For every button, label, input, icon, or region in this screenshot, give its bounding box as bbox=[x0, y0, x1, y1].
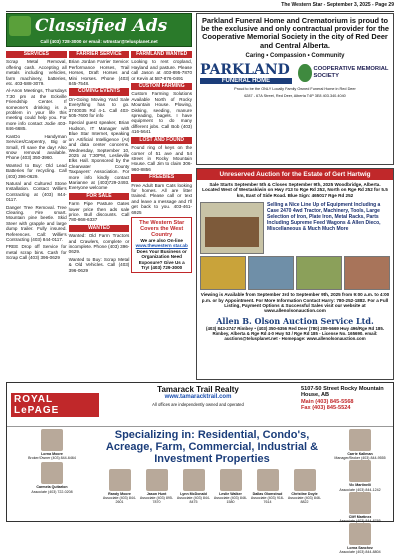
agent-role: Broker/Owner (403) 844-6464 bbox=[28, 456, 76, 461]
classified-ad: Custom Farming Solutions Available North of Rocky Mountain House. Plowing, Disking, seeding, manure spreading, bagels. I have equipment to do many different jobs. Call Bob (403) 416-5641 bbox=[131, 91, 193, 135]
classified-title: Classified Ads bbox=[35, 16, 168, 36]
western-box-title: The Western Star Covers the West Country bbox=[139, 219, 185, 238]
section-heading: FARMLAND WANTED bbox=[131, 51, 192, 58]
section-heading: LOST AND FOUND bbox=[131, 137, 192, 144]
agent-card bbox=[286, 469, 323, 505]
auction-photos bbox=[197, 256, 393, 290]
office-main-phone: Main (403) 845-5568 bbox=[301, 398, 354, 405]
royal-lepage-logo bbox=[7, 383, 99, 426]
classified-ad: Natural and Cultured Stone Installation. Contact Willie's Contracting at (403) 844-0117. bbox=[6, 180, 67, 203]
agent-role: Associate (403) 846-8822 bbox=[287, 496, 322, 505]
agent-card bbox=[212, 469, 249, 505]
classified-ad: Farm Pipe Pasture Gates lower price then ads sale price. Bull discounts. Call 780-868-6337 bbox=[68, 201, 130, 223]
classified-ad: Wanted to Buy: Old Lead Batteries for recycling. Call (403) 396-0629. bbox=[6, 162, 67, 179]
agent-name: Randy Moore bbox=[108, 492, 131, 496]
section-heading: CUSTOM FARMING bbox=[131, 83, 192, 90]
coop-memorial-logo bbox=[298, 64, 390, 82]
agent-role: Associate (403) 895-7870 bbox=[139, 496, 174, 505]
western-star-box bbox=[131, 217, 192, 273]
independent-note: All offices are independently owned and operated bbox=[152, 402, 244, 407]
agent-photo bbox=[220, 469, 242, 491]
classified-contact: Call (403) 728-3000 or email: wtmstar@telusplanet.net bbox=[40, 39, 158, 44]
western-box-link[interactable]: www.thewestern star.ab bbox=[135, 243, 188, 249]
agent-name: Cliff Martinez bbox=[348, 514, 372, 519]
auction-heading: Unreserved Auction for the Estate of Gert Hartwig bbox=[197, 169, 393, 180]
machinery-photo bbox=[248, 256, 294, 290]
agent-name: Dallas Glomstrud bbox=[252, 492, 283, 496]
agents-right bbox=[327, 427, 393, 555]
classified-ad: FREE Drop off Service for metal scrap bins. Cash for Scrap Call (403) 396-0629 bbox=[6, 244, 67, 261]
agent-role: Associate (403) 844-8804 bbox=[339, 550, 381, 555]
parkland-logo-sub: FUNERAL HOME bbox=[200, 78, 292, 84]
page-header: The Western Star - September 3, 2025 - Page 29 bbox=[6, 2, 394, 12]
section-heading: WANTED bbox=[69, 225, 130, 232]
coop-logo-text: COOPERATIVE MEMORIAL SOCIETY bbox=[313, 66, 389, 79]
house-photo bbox=[200, 202, 264, 254]
parkland-logo-name: PARKLAND bbox=[200, 61, 290, 78]
section-heading: COMING EVENTS bbox=[69, 88, 130, 95]
agent-photo bbox=[109, 469, 131, 491]
agent-role: Associate (403) 844-8765 bbox=[339, 519, 381, 524]
western-box-promo: Does Your Business or Organization Need Exposure? Give Us a Try! (403) 729-3000 bbox=[136, 248, 187, 270]
classified-ad: Wanted to Buy: Scrap Metal & Old Vehicles. Call (403) 396-0629 bbox=[68, 256, 130, 273]
classified-ad: KanDo Handyman Services/Carpentry, Big or Small, I'll save the day! Also snow removal available. Phone (403) 350-3960. bbox=[6, 133, 67, 161]
agent-name: Vic Martinelli bbox=[348, 483, 372, 488]
agent-role: Associate (403) 844-8475 bbox=[176, 496, 211, 505]
western-box-online: We are also On-line bbox=[140, 237, 183, 243]
agent-name: Lorna Sanchez bbox=[347, 546, 373, 551]
classified-column-2 bbox=[69, 49, 130, 275]
agent-role: Associate (403) 844-1242 bbox=[339, 487, 381, 492]
parkland-tagline: Caring • Compassion • Community bbox=[245, 52, 345, 59]
agent-name: Leslie Walker bbox=[219, 492, 242, 496]
agent-card bbox=[329, 492, 391, 523]
classified-ad: Free Adult Barn Cats looking for homes. All are litter trained. Please call or text and leave a message and I'll get back to you. 403-461-6925 bbox=[131, 182, 193, 215]
classified-ad: Brian Jordan Farrier Service: Performance Horses, Trail Horses, Draft Horses and Mini Horses. Phone (403) 845-7548. bbox=[68, 59, 130, 87]
parkland-address: 6287 - 67A Street, Red Deer, Alberta T4P 3E8 403.340.4040 bbox=[244, 94, 346, 99]
specializing-text: Specializing in: Residential, Condo's, Acreage, Farm, Commercial, Industrial & Investment Properties bbox=[105, 429, 319, 465]
classified-ad: On-Going Moving Yard Sale Everything has to go. 3740035 Rd 4-1. Call 403-505-7600 for info bbox=[68, 96, 130, 119]
wagon-photo bbox=[344, 256, 390, 290]
auction-intro: Sale Starts September 5th & Closes September 9th, 2025 Woodbridge, Alberta. Located West of Westaskiwin on Hwy #13 to Rge Rd 252, North on Rge Rd 252 for 5.5 km, East of Side Road. Blue Sign: 465017 Rge Rd 252 bbox=[202, 182, 388, 198]
auction-ad bbox=[196, 168, 394, 380]
auction-list: Selling a Nice Line Up of Equipment Including a Case 2470 4wd Tractor, Machinery, Tools, Large Selection of Iron, Plate Iron, Metal Racks, Parts Including Supreme Feed Wagons & Allen Dieco, Miscellaneous & Much Much More bbox=[267, 202, 381, 233]
classified-ad: Wanted: Old Farm Tractors and Crawlers, complete or incomplete. Phone (403) 396-0629. bbox=[68, 233, 130, 255]
tree-icon bbox=[298, 64, 312, 82]
classified-ad: Found ring of keys on the corner of 51 ave and 54 street in Rocky Mountain House. Call Jim to claim 306-960-8856 bbox=[131, 145, 193, 172]
section-heading: FARRIER SERVICE bbox=[69, 51, 130, 58]
section-heading: SERVICES bbox=[6, 51, 67, 58]
agent-name: Christine Doyle bbox=[291, 492, 318, 496]
agent-photo bbox=[41, 429, 63, 451]
agent-card bbox=[249, 469, 286, 505]
agents-middle bbox=[101, 469, 323, 505]
agent-photo bbox=[349, 523, 371, 545]
office-name: Tamarack Trail Realty bbox=[157, 385, 239, 394]
agent-photo bbox=[257, 469, 279, 491]
agent-card bbox=[329, 523, 391, 554]
agent-name: Lorna Moore bbox=[41, 452, 63, 456]
agent-photo bbox=[349, 460, 371, 482]
agent-photo bbox=[41, 462, 63, 484]
section-heading: FREEBIES bbox=[131, 174, 192, 181]
classified-ad: Looking to rent cropland, Hayland and pasture. Please call Jason at 403-895-7870 or Kevin at 587-876-0491 bbox=[131, 59, 193, 81]
classified-ad: Scrap Metal Removal, offering cash. Accepting all metals including vehicles, farm machinery, batteries, etc. 403-588-3079. bbox=[6, 59, 67, 87]
agent-card bbox=[9, 462, 95, 493]
agent-card bbox=[175, 469, 212, 505]
classified-ad: Danger Tree Removal. Tree Clearing. Fire smart. Mountain pine beetle. Skid Steer with grapple and large dump trailer. Fully insured. References. Call: Willie's Contracting (403) 844-0117. bbox=[6, 204, 67, 242]
agents-left bbox=[7, 427, 97, 521]
grass-logo-icon bbox=[9, 16, 31, 36]
office-fax: Fax (403) 845-5524 bbox=[301, 405, 351, 412]
auction-company: Allen B. Olson Auction Service Ltd. bbox=[216, 315, 374, 326]
classified-column-3 bbox=[131, 49, 192, 275]
section-heading: FOR SALE bbox=[69, 193, 130, 200]
parkland-lead: Parkland Funeral Home and Crematorium is proud to be the exclusive and only contractual provider for the Cooperative Memorial Society in the city of Red Deer and Central Alberta. bbox=[200, 16, 390, 50]
royal-logo-text: ROYAL LePAGE bbox=[11, 393, 99, 417]
agent-role: Associate (403) 846-1580 bbox=[213, 496, 248, 505]
parkland-funeral-ad bbox=[196, 13, 394, 165]
classified-ads-section bbox=[6, 13, 192, 375]
classified-ad: Special guest speaker, Brian Hudson, IT Manager with Blue Star Internet, speaking on Artificial Intelligence (AI) and data center concerns. Wednesday, September 10, 2025 at 7:30PM, Leslieville Elks Hall. Sponsored by the Clearwater County Taxpayers' Association. For more info kindly contact Marianne at (403)729-2493. Everyone welcome bbox=[68, 120, 130, 191]
tractor-photo bbox=[200, 256, 246, 290]
agent-photo bbox=[349, 429, 371, 451]
office-address: 5107-50 Street Rocky Mountain House, AB bbox=[301, 386, 384, 399]
classified-banner bbox=[6, 13, 192, 47]
agent-card bbox=[329, 460, 391, 491]
equipment-photo bbox=[296, 256, 342, 290]
classified-ad: Al-Anon Meetings, Thursdays 7:30 pm at the Eckville Friendship Center. If someone's drinking is a problem in your life this meeting could help you. For more info contact Jodie 403-846-6685. bbox=[6, 88, 67, 132]
agent-name: Carrie Kallman bbox=[347, 452, 373, 456]
agent-card bbox=[329, 429, 391, 460]
classified-column-1 bbox=[6, 49, 67, 275]
agent-photo bbox=[146, 469, 168, 491]
royal-lepage-ad bbox=[6, 382, 394, 555]
agent-role: Manager/Broker (403) 844-9555 bbox=[334, 456, 386, 461]
agent-card bbox=[9, 429, 95, 460]
agent-card bbox=[138, 469, 175, 505]
agent-photo bbox=[349, 492, 371, 514]
parkland-small-1: Proud to be the ONLY Locally Family Owned Funeral Home in Red Deer bbox=[234, 86, 356, 91]
agent-role: Associate (403) 844-2601 bbox=[102, 496, 137, 505]
agent-name: Carmela Quitarlon bbox=[36, 485, 68, 490]
auction-company-info: (403) 843-2747 Rimbey • (403) 350-6356 Red Deer (780) 209-5669 Hwy 496/Rge Rd 185. Rimbey, Alberta & Rge Rd 4-0 Hwy 53 / Rge Rd 185 - License No. 165690. email: auctions@telusplanet.net - Homepage: www.allenolsonauction.com bbox=[206, 325, 384, 342]
office-address-block bbox=[297, 383, 393, 426]
agent-name: Jason Hunt bbox=[146, 492, 167, 496]
agent-photo bbox=[183, 469, 205, 491]
agent-name: Lynn McDonald bbox=[180, 492, 207, 496]
office-url[interactable]: www.tamaracktrail.com bbox=[164, 394, 232, 400]
auction-viewing: Viewing is Available from September 3rd to September 9th, 2025 from 9:00 a.m. to 4:00 p.m. or by Appointment. For More Information Contact Harry: 780-252-1882. For a Full Listing, Payment Options & Successful Sales visit our website at www.allenolsonauction.com bbox=[200, 292, 390, 314]
agent-photo bbox=[294, 469, 316, 491]
parkland-logo bbox=[200, 62, 292, 84]
agent-role: Associate (403) 722-0208 bbox=[31, 489, 73, 494]
agent-card bbox=[101, 469, 138, 505]
agent-role: Associate (403) 916-7614 bbox=[250, 496, 285, 505]
